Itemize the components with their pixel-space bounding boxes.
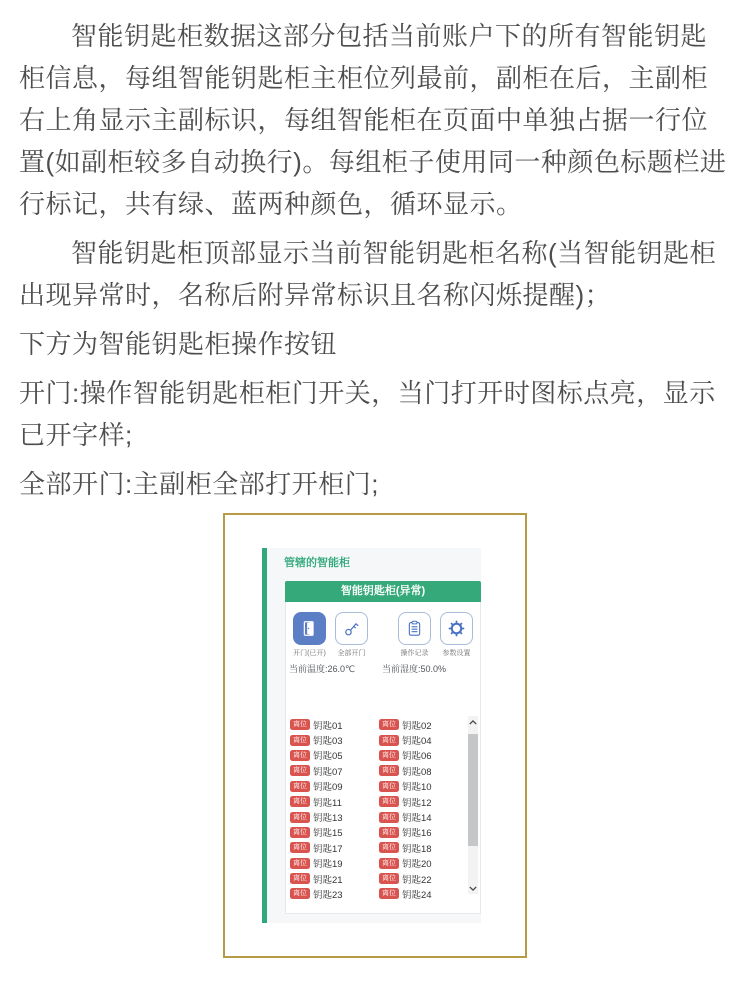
key-item	[379, 734, 462, 748]
doc-paragraph: 下方为智能钥匙柜操作按钮	[19, 329, 338, 359]
key-icon	[335, 612, 368, 645]
scroll-up-icon[interactable]	[468, 716, 478, 728]
key-status-badge: 离位	[290, 888, 310, 899]
humidity-value: 当前湿度:50.0%	[382, 664, 447, 674]
cabinet-body	[285, 602, 481, 914]
key-item	[379, 811, 462, 825]
key-grid	[290, 719, 462, 900]
key-name: 钥匙24	[402, 890, 432, 901]
key-name: 钥匙11	[313, 797, 342, 809]
key-name: 钥匙01	[313, 720, 343, 732]
key-cabinet-app	[262, 548, 481, 923]
key-name: 钥匙19	[313, 859, 343, 871]
key-item	[290, 781, 379, 792]
key-status-badge: 离位	[290, 812, 310, 823]
cabinet-panel	[285, 581, 481, 914]
operation-log-label: 操作记录	[400, 650, 429, 657]
scrollbar[interactable]	[468, 716, 478, 894]
section-title: 管辖的智能柜	[284, 557, 350, 569]
key-item	[290, 873, 379, 884]
key-item	[290, 888, 379, 899]
open-all-doors-label: 全部开门	[337, 650, 366, 657]
key-item	[290, 719, 379, 730]
doc-paragraph: 智能钥匙柜顶部显示当前智能钥匙柜名称(当智能钥匙柜出现异常时，名称后附异常标识且名称闪烁提醒)；	[19, 238, 717, 310]
key-name: 钥匙10	[402, 782, 432, 794]
key-item	[379, 765, 462, 776]
open-all-doors-button[interactable]	[333, 612, 370, 658]
key-item	[379, 719, 462, 730]
key-item	[379, 873, 462, 884]
key-status-badge: 离位	[379, 858, 399, 869]
key-status-badge: 离位	[290, 735, 310, 746]
key-status-badge: 离位	[379, 888, 399, 899]
key-item	[379, 781, 462, 792]
key-status-badge: 离位	[379, 812, 399, 823]
key-status-badge: 离位	[379, 827, 399, 838]
key-name: 钥匙15	[313, 828, 343, 840]
key-name: 钥匙14	[402, 813, 432, 825]
key-name: 钥匙16	[402, 828, 432, 840]
key-name: 钥匙08	[402, 766, 432, 778]
key-item	[379, 827, 462, 838]
key-status-badge: 离位	[379, 765, 399, 776]
key-name: 钥匙03	[313, 736, 343, 748]
settings-label: 参数设置	[442, 650, 471, 657]
key-status-badge: 离位	[379, 842, 399, 853]
environment-row	[286, 658, 480, 675]
key-name: 钥匙13	[313, 813, 343, 825]
key-status-badge: 离位	[290, 842, 310, 853]
key-item	[290, 750, 379, 761]
key-status-badge: 离位	[290, 873, 310, 884]
key-item	[379, 796, 462, 807]
open-door-button[interactable]	[291, 612, 328, 658]
key-status-badge: 离位	[290, 750, 310, 761]
key-item	[290, 811, 379, 825]
screenshot-figure	[223, 513, 527, 958]
toolbar-right-group	[396, 612, 475, 658]
toolbar	[286, 602, 480, 658]
key-status-badge: 离位	[290, 765, 310, 776]
key-name: 钥匙17	[313, 843, 343, 855]
key-item	[379, 750, 462, 761]
key-item	[290, 858, 379, 869]
cabinet-name-header: 智能钥匙柜(异常)	[285, 581, 481, 602]
key-name: 钥匙04	[402, 736, 432, 748]
key-status-badge: 离位	[290, 781, 310, 792]
scrollbar-thumb[interactable]	[468, 734, 478, 846]
open-door-icon	[293, 612, 326, 645]
settings-button[interactable]	[438, 612, 475, 658]
operation-log-button[interactable]	[396, 612, 433, 658]
key-name: 钥匙18	[402, 843, 432, 855]
key-item	[379, 842, 462, 853]
open-door-label: 开门(已开)	[293, 650, 326, 657]
key-status-badge: 离位	[290, 796, 310, 807]
key-name: 钥匙09	[313, 782, 343, 794]
key-status-badge: 离位	[290, 858, 310, 869]
key-name: 钥匙20	[402, 859, 432, 871]
key-name: 钥匙06	[402, 751, 432, 763]
doc-paragraph: 全部开门:主副柜全部打开柜门;	[19, 469, 379, 499]
key-item	[290, 842, 379, 853]
app-content	[267, 548, 481, 923]
key-item	[290, 765, 379, 776]
scroll-down-icon[interactable]	[468, 882, 478, 894]
doc-paragraph: 开门:操作智能钥匙柜柜门开关，当门打开时图标点亮，显示已开字样;	[19, 378, 716, 450]
key-item	[379, 888, 462, 899]
key-name: 钥匙02	[402, 720, 432, 732]
key-status-badge: 离位	[379, 735, 399, 746]
key-status-badge: 离位	[379, 750, 399, 761]
key-name: 钥匙07	[313, 766, 343, 778]
temperature-value: 当前温度:26.0℃	[289, 664, 356, 674]
doc-paragraph: 智能钥匙柜数据这部分包括当前账户下的所有智能钥匙柜信息，每组智能钥匙柜主柜位列最前，副柜在后，主副柜右上角显示主副标识，每组智能柜在页面中单独占据一行位置(如副柜较多自动换行)。每组柜子使用同一种颜色标题栏进行标记，共有绿、蓝两种颜色，循环显示。	[19, 21, 727, 219]
key-status-badge: 离位	[379, 796, 399, 807]
spacer	[286, 675, 480, 719]
key-name: 钥匙22	[402, 874, 432, 886]
key-name: 钥匙12	[402, 797, 432, 809]
key-status-badge: 离位	[290, 827, 310, 838]
key-status-badge: 离位	[290, 719, 310, 730]
key-status-badge: 离位	[379, 781, 399, 792]
key-item	[290, 827, 379, 838]
key-name: 钥匙21	[313, 874, 343, 886]
key-status-badge: 离位	[379, 719, 399, 730]
key-item	[379, 858, 462, 869]
clipboard-icon	[398, 612, 431, 645]
key-name: 钥匙23	[313, 890, 343, 901]
key-status-badge: 离位	[379, 873, 399, 884]
gear-icon	[440, 612, 473, 645]
key-item	[290, 734, 379, 748]
key-name: 钥匙05	[313, 751, 343, 763]
toolbar-left-group	[291, 612, 370, 658]
key-item	[290, 796, 379, 807]
